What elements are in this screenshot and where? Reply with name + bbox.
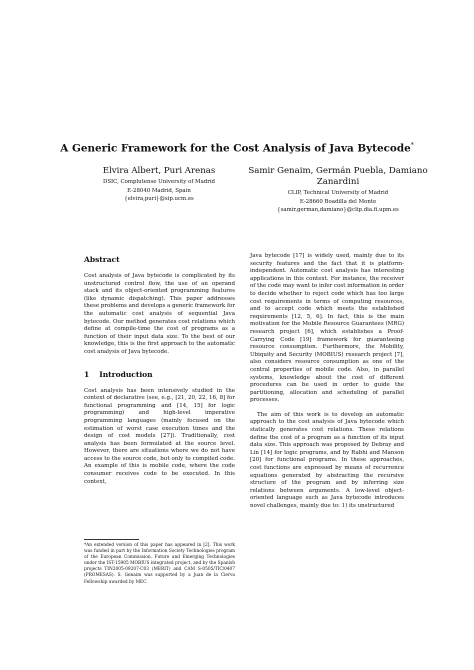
author-affiliation: DSIC, Complutense University of Madrid <box>103 179 215 185</box>
author-city: E-28660 Boadilla del Monte <box>299 198 377 205</box>
author-names: Elvira Albert, Puri Arenas <box>102 166 216 176</box>
footnote-rule <box>84 539 139 540</box>
section-title: Introduction <box>99 369 153 379</box>
introduction-paragraph-right-1: Java bytecode [17] is widely used, mainly due to its security features and the fact that it is platform-independent. Automatic cost analysis has interesting applications in this context. For instance, the receiver of the code may want to infer cost information in order to decide whether to reject code which has too large cost requirements in terms of computing resources, and to accept code which meets the established requirements [12, 5, 6]. In fact, this is the main motivation for the Mobile Resource Guarantees (MRG) research project [6], which establishes a Proof-Carrying Code [19] framework for guaranteeing resource consumption. Furthermore, the Mobility, Ubiquity and Security (MOBIUS) research project [7], also considers resource consumption as one of the central properties of mobile code. Also, in parallel systems, knowledge about the cost of different procedures can be used in order to guide the partitioning, allocation and scheduling of parallel processes. <box>250 253 404 404</box>
paper-title <box>20 140 454 154</box>
right-column <box>250 253 404 518</box>
author-names: Samir Genaim, Germán Puebla, Damiano Zanardini <box>248 166 428 187</box>
author-email: {samir,german,damiano}@clip.dia.fi.upm.es <box>277 207 399 214</box>
authors-left <box>84 166 234 204</box>
introduction-heading <box>84 370 235 380</box>
authors-right <box>238 166 438 215</box>
introduction-paragraph-left: Cost analysis has been intensively studied in the context of declarative (see, e.g., [21, 20, 22, 16, 8] for functional programming and [14, 15] for logic programming) and high-level imperative programming languages (mainly focused on the estimation of worst case execution times and the design of cost models [27]). Traditionally, cost analysis has been formulated at the source level. However, there are situations where we do not have access to the source code, but only to compiled code. An example of this is mobile code, where the code consumer receives code to be executed. In this context, <box>84 387 235 485</box>
abstract-heading: Abstract <box>84 255 120 264</box>
left-column <box>84 253 235 493</box>
footnote: *An extended version of this paper has appeared in [2]. This work was funded in part by the Information Society Technologies program of the European Commission, Future and Emerging Technologies under the IST-15905 MOBIUS integrated project, and by the Spanish projects TIN2005-09207-C03 (MERIT) and CAM S-0505/TIC/0407 (PROMESAS). S. Genaim was supported by a Juan de la Cierva Fellowship awarded by MEC. <box>84 543 235 585</box>
introduction-paragraph-right-2: The aim of this work is to develop an automatic approach to the cost analysis of Java bytecode which statically generates cost relations. These relations define the cost of a program as a function of its input data size. This approach was proposed by Debray and Lin [14] for logic programs, and by Rabhi and Manson [20] for functional programs. In these approaches, cost functions are expressed by means of recurrence equations generated by abstracting the recursive structure of the program and by inferring size relations between arguments. A low-level object-oriented language such as Java bytecode introduces novel challenges, mainly due to: 1) its unstructured <box>250 411 404 509</box>
section-number: 1 <box>84 369 90 379</box>
title-text: A Generic Framework for the Cost Analysis of Java Bytecode <box>60 142 411 155</box>
author-affiliation: CLIP, Technical University of Madrid <box>287 190 389 196</box>
author-email: {elvira,puri}@sip.ucm.es <box>124 196 194 203</box>
abstract-text: Cost analysis of Java bytecode is complicated by its unstructured control flow, the use of an operand stack and its object-oriented programming features (like dynamic dispatching). This paper addresses these problems and develops a generic framework for the automatic cost analysis of sequential Java bytecode. Our method generates cost relations which define at compile-time the cost of programs as a function of their input data size. To the best of our knowledge, this is the first approach to the automatic cost analysis of Java bytecode. <box>84 273 235 355</box>
title-footnote-mark: * <box>410 142 414 149</box>
author-city: E-28040 Madrid, Spain <box>127 187 191 194</box>
